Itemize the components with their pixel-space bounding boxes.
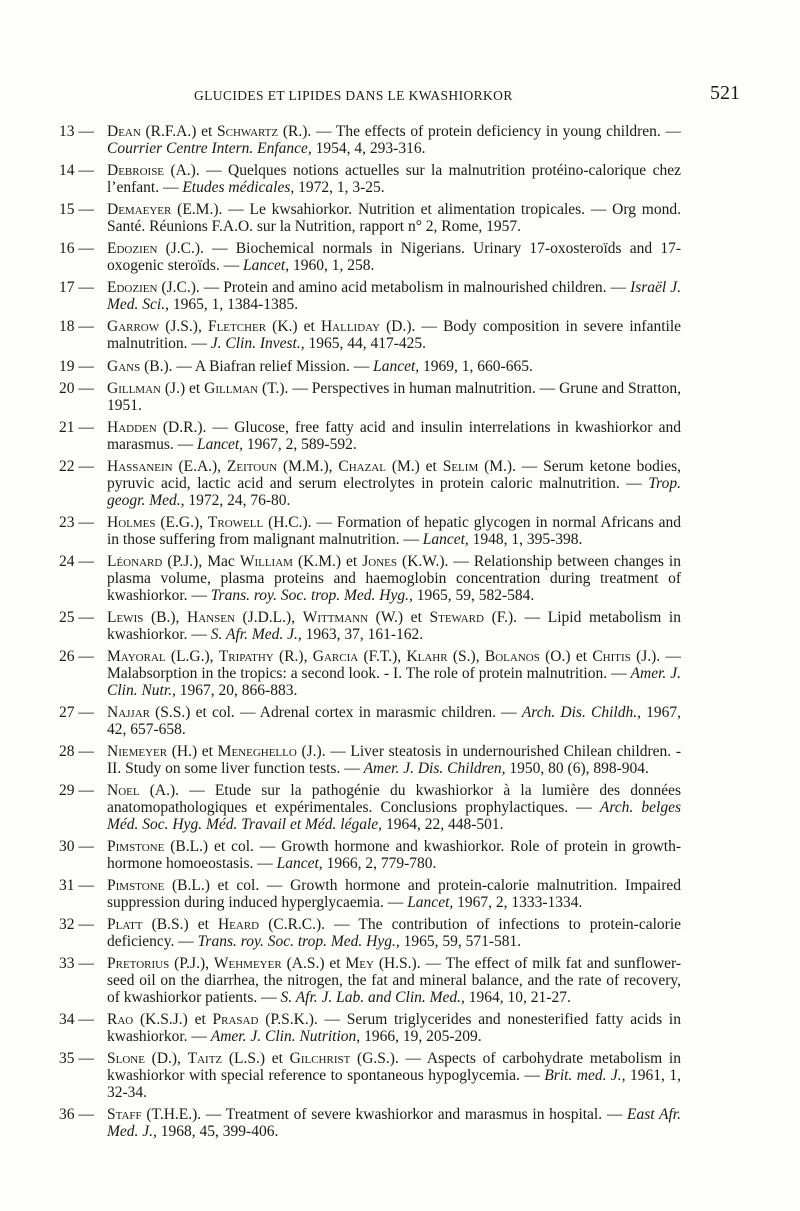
reference-number: 29 —: [59, 782, 94, 800]
citation-text: (P.S.K.). — Serum triglycerides and nonesterified fatty acids in kwashiorkor. —: [107, 1011, 681, 1045]
citation-text: 1961, 1, 32-34.: [107, 1067, 681, 1101]
citation-text: (K.W.). — Relationship between changes in plasma volume, plasma proteins and haemoglobin concentration during treatment of kwashiorkor. —: [107, 553, 681, 604]
reference-number: 32 —: [59, 916, 94, 934]
author-name: Gillman: [107, 379, 161, 397]
citation-text: 1972, 1, 3-25.: [294, 178, 385, 196]
reference-entry: [59, 1012, 681, 1046]
reference-entry: [59, 878, 681, 912]
citation-text: (E.G.),: [155, 513, 208, 531]
citation-text: (M.M.),: [277, 458, 339, 476]
journal-title: Arch. belges Méd. Soc. Hyg. Méd. Travail et Méd. légale,: [107, 798, 682, 833]
reference-number: 34 —: [59, 1011, 94, 1029]
author-name: Léonard: [107, 553, 163, 571]
citation-text: (J.C.). — Protein and amino acid metabolism in malnourished children. —: [157, 279, 631, 297]
reference-number: 23 —: [59, 513, 94, 531]
citation-text: (B.S.) et: [142, 916, 218, 934]
author-name: Hansen: [187, 608, 235, 626]
author-name: Pimstone: [107, 877, 165, 895]
reference-number: 33 —: [59, 955, 94, 973]
author-name: Gilchrist: [289, 1050, 351, 1068]
reference-number: 20 —: [59, 379, 94, 397]
citation-text: (T.H.E.). — Treatment of severe kwashiorkor and marasmus in hospital. —: [141, 1106, 628, 1124]
reference-entry: [59, 359, 681, 376]
citation-text: (T.). — Perspectives in human malnutrition. — Grune and Stratton, 1951.: [107, 379, 682, 414]
citation-text: 1966, 19, 205-209.: [360, 1027, 482, 1045]
reference-entry: [59, 839, 681, 873]
citation-text: 1965, 44, 417-425.: [304, 335, 427, 353]
journal-title: Etudes médicales,: [182, 178, 295, 196]
reference-number: 21 —: [59, 418, 94, 436]
citation-text: (F.). — Lipid metabolism in kwashiorkor. —: [107, 608, 681, 643]
reference-entry: [59, 280, 681, 314]
citation-text: (B.). — A Biafran relief Mission. —: [140, 357, 374, 375]
citation-text: (D.),: [144, 1050, 188, 1068]
journal-title: Amer. J. Dis. Children,: [363, 759, 506, 777]
citation-text: (K.S.J.) et: [133, 1011, 213, 1029]
page-number: 521: [710, 82, 740, 104]
reference-number: 35 —: [59, 1050, 94, 1068]
reference-number: 24 —: [59, 553, 94, 571]
citation-text: (P.J.),: [169, 955, 214, 973]
author-name: Gans: [107, 357, 141, 375]
citation-text: (L.S.) et: [222, 1050, 290, 1068]
citation-text: 1950, 80 (6), 898-904.: [505, 759, 649, 777]
page-header: [60, 82, 740, 106]
citation-text: 1968, 45, 399-406.: [156, 1122, 279, 1140]
citation-text: (E.A.),: [172, 458, 227, 476]
reference-entry: [59, 515, 681, 549]
reference-number: 22 —: [59, 458, 94, 476]
author-name: Pimstone: [107, 837, 165, 855]
citation-text: 1967, 42, 657-658.: [107, 703, 682, 738]
citation-text: (R.). — The effects of protein deficiency in young children. —: [278, 123, 682, 140]
author-name: Noel: [107, 782, 140, 800]
author-name: Zeitoun: [226, 458, 278, 476]
reference-entry: [59, 610, 681, 644]
author-name: Steward: [429, 608, 484, 626]
reference-entry: [59, 124, 681, 158]
journal-title: Trans. roy. Soc. trop. Med. Hyg.,: [197, 932, 400, 950]
journal-title: Lancet,: [243, 257, 290, 275]
citation-text: 1963, 37, 161-162.: [301, 625, 424, 643]
citation-text: 1967, 2, 589-592.: [243, 435, 357, 453]
author-name: Chitis: [592, 648, 631, 666]
citation-text: (F.T.),: [358, 648, 407, 666]
citation-text: 1964, 10, 21-27.: [464, 988, 571, 1006]
reference-number: 18 —: [59, 318, 94, 336]
author-name: Pretorius: [107, 955, 170, 973]
citation-text: (J.S.),: [159, 318, 208, 336]
reference-entry: [59, 420, 681, 454]
citation-text: (L.G.),: [165, 648, 219, 666]
author-name: Edozien: [107, 240, 158, 258]
author-name: Jones: [362, 553, 398, 571]
reference-number: 27 —: [59, 703, 94, 721]
reference-number: 13 —: [59, 123, 94, 140]
citation-text: 1960, 1, 258.: [289, 257, 375, 275]
author-name: Staff: [107, 1106, 142, 1124]
journal-title: Trans. roy. Soc. trop. Med. Hyg.,: [210, 586, 413, 604]
citation-text: 1967, 20, 866-883.: [175, 681, 298, 699]
journal-title: S. Afr. Med. J.,: [210, 625, 302, 643]
author-name: Gillman: [204, 379, 259, 397]
author-name: Bolanos: [484, 648, 540, 666]
citation-text: (R.F.A.) et: [140, 123, 217, 140]
journal-title: Lancet,: [276, 854, 323, 872]
citation-text: (H.S.). — The effect of milk fat and sunflower-seed oil on the diarrhea, the nitrogen, the fat and mineral balance, and the rate of recovery, of kwashiorkor patients. —: [107, 955, 681, 1006]
reference-number: 16 —: [59, 240, 94, 258]
author-name: Dean: [107, 123, 141, 140]
author-name: Wehmeyer: [213, 955, 282, 973]
citation-text: (H.) et: [167, 743, 218, 760]
citation-text: 1972, 24, 76-80.: [184, 491, 291, 509]
journal-title: Arch. Dis. Childh.,: [521, 703, 641, 721]
author-name: Najjar: [107, 703, 150, 721]
journal-title: Courrier Centre Intern. Enfance,: [107, 139, 312, 157]
citation-text: (K.M.) et: [292, 553, 363, 571]
citation-text: (B.),: [143, 608, 188, 626]
citation-text: (B.L.) et col. — Growth hormone and kwashiorkor. Role of protein in growth-hormone homoeostasis. —: [107, 837, 681, 872]
journal-title: S. Afr. J. Lab. and Clin. Med.,: [280, 988, 465, 1006]
citation-text: 1966, 2, 779-780.: [322, 854, 437, 872]
reference-entry: [59, 202, 681, 236]
citation-text: (G.S.). — Aspects of carbohydrate metabolism in kwashiorkor with special reference to spontaneous hypoglycemia. —: [107, 1050, 681, 1085]
journal-title: J. Clin. Invest.,: [210, 335, 305, 353]
reference-list: [59, 124, 681, 1146]
author-name: Taitz: [187, 1050, 223, 1068]
reference-number: 28 —: [59, 743, 94, 760]
running-title: GLUCIDES ET LIPIDES DANS LE KWASHIORKOR: [194, 88, 513, 103]
reference-entry: [59, 649, 681, 699]
author-name: Wittmann: [302, 608, 369, 626]
reference-entry: [59, 744, 681, 778]
reference-entry: [59, 1051, 681, 1101]
journal-title: Amer. J. Clin. Nutr.,: [107, 664, 681, 699]
reference-entry: [59, 163, 681, 197]
reference-number: 14 —: [59, 162, 94, 180]
citation-text: (J.). — Malabsorption in the tropics: a second look. - I. The role of protein malnutrition. —: [107, 648, 681, 682]
journal-title: Lancet,: [422, 530, 469, 548]
author-name: Debroise: [107, 162, 165, 180]
reference-entry: [59, 783, 681, 833]
reference-entry: [59, 459, 681, 509]
citation-text: (A.). — Etude sur la pathogénie du kwashiorkor à la lumière des données anatomopathologiques et expérimentales. Conclusions prophylactiques. —: [107, 782, 681, 816]
citation-text: (S.S.) et col. — Adrenal cortex in marasmic children. —: [149, 703, 522, 721]
citation-text: (A.S.) et: [281, 955, 346, 973]
author-name: Platt: [107, 916, 143, 934]
journal-title: Israël J. Med. Sci.,: [107, 279, 681, 314]
author-name: Mayoral: [107, 648, 166, 666]
reference-number: 26 —: [59, 648, 94, 666]
reference-number: 17 —: [59, 279, 94, 297]
author-name: Schwartz: [217, 123, 279, 140]
author-name: Holmes: [107, 513, 156, 531]
author-name: Chazal: [338, 458, 386, 476]
author-name: Niemeyer: [107, 743, 168, 760]
citation-text: (J.). — Liver steatosis in undernourished Chilean children. - II. Study on some liver function tests. —: [107, 743, 681, 777]
author-name: Edozien: [107, 279, 158, 297]
citation-text: (R.),: [273, 648, 313, 666]
reference-entry: [59, 1107, 681, 1141]
reference-entry: [59, 241, 681, 275]
reference-number: 19 —: [59, 357, 94, 375]
author-name: Meneghello: [217, 743, 297, 760]
journal-title: Brit. med. J.,: [544, 1067, 626, 1085]
journal-title: Lancet,: [196, 435, 244, 453]
citation-text: 1967, 2, 1333-1334.: [453, 893, 583, 911]
journal-title: East Afr. Med. J.,: [107, 1106, 681, 1140]
journal-title: Lancet,: [373, 357, 420, 375]
author-name: Demaeyer: [107, 201, 172, 219]
citation-text: (S.),: [447, 648, 485, 666]
author-name: William: [239, 553, 293, 571]
citation-text: (M.). — Serum ketone bodies, pyruvic acid, lactic acid and serum electrolytes in protein caloric malnutrition. —: [107, 458, 682, 492]
citation-text: (D.). — Body composition in severe infantile malnutrition. —: [107, 318, 682, 353]
author-name: Trowell: [207, 513, 264, 531]
reference-entry: [59, 319, 681, 353]
journal-title: Lancet,: [407, 893, 454, 911]
citation-text: (A.). — Quelques notions actuelles sur la malnutrition protéino-calorique chez l’enfant. —: [107, 162, 681, 196]
author-name: Hassanein: [107, 458, 173, 476]
reference-number: 36 —: [59, 1106, 94, 1124]
author-name: Selim: [442, 458, 479, 476]
reference-entry: [59, 705, 681, 739]
citation-text: (D.R.). — Glucose, free fatty acid and insulin interrelations in kwashiorkor and marasmus. —: [107, 418, 681, 453]
citation-text: 1969, 1, 660-665.: [419, 357, 533, 375]
reference-number: 15 —: [59, 201, 94, 219]
author-name: Fletcher: [207, 318, 267, 336]
reference-entry: [59, 956, 681, 1006]
author-name: Garcia: [312, 648, 359, 666]
author-name: Klahr: [406, 648, 448, 666]
author-name: Rao: [107, 1011, 134, 1029]
citation-text: (J.C.). — Biochemical normals in Nigerians. Urinary 17-oxosteroïds and 17-oxogenic steroïds. —: [107, 240, 681, 275]
citation-text: (C.R.C.). — The contribution of infections to protein-calorie deficiency. —: [107, 916, 682, 950]
citation-text: (K.) et: [266, 318, 321, 336]
author-name: Garrow: [107, 318, 160, 336]
citation-text: 1965, 59, 582-584.: [412, 586, 535, 604]
citation-text: 1954, 4, 293-316.: [311, 139, 426, 157]
citation-text: (M.) et: [385, 458, 443, 476]
citation-text: (O.) et: [539, 648, 593, 666]
reference-number: 25 —: [59, 608, 94, 626]
author-name: Lewis: [107, 608, 144, 626]
reference-number: 31 —: [59, 877, 94, 895]
citation-text: (W.) et: [368, 608, 430, 626]
reference-entry: [59, 917, 681, 951]
reference-entry: [59, 381, 681, 415]
citation-text: (E.M.). — Le kwsahiorkor. Nutrition et alimentation tropicales. — Org mond. Santé. Réunions F.A.O. sur la Nutrition, rapport n° 2, Rome, 1957.: [107, 201, 681, 235]
citation-text: 1965, 59, 571-581.: [399, 932, 522, 950]
author-name: Halliday: [320, 318, 381, 336]
citation-text: (B.L.) et col. — Growth hormone and protein-calorie malnutrition. Impaired suppression during induced hyperglycaemia. —: [107, 877, 681, 911]
author-name: Tripathy: [218, 648, 274, 666]
citation-text: (J.D.L.),: [234, 608, 303, 626]
author-name: Hadden: [107, 418, 157, 436]
journal-title: Trop. geogr. Med.,: [107, 474, 681, 509]
author-name: Slone: [107, 1050, 145, 1068]
author-name: Prasad: [212, 1011, 259, 1029]
citation-text: 1964, 22, 448-501.: [382, 815, 504, 833]
citation-text: 1965, 1, 1384-1385.: [168, 296, 299, 314]
citation-text: (H.C.). — Formation of hepatic glycogen in normal Africans and in those suffering from malignant malnutrition. —: [107, 513, 681, 548]
author-name: Heard: [217, 916, 260, 934]
journal-title: Amer. J. Clin. Nutrition,: [210, 1027, 361, 1045]
reference-entry: [59, 554, 681, 604]
citation-text: 1948, 1, 395-398.: [468, 530, 583, 548]
author-name: Mey: [345, 955, 374, 973]
citation-text: (J.) et: [160, 379, 205, 397]
citation-text: (P.J.), Mac: [162, 553, 240, 571]
reference-number: 30 —: [59, 837, 94, 855]
